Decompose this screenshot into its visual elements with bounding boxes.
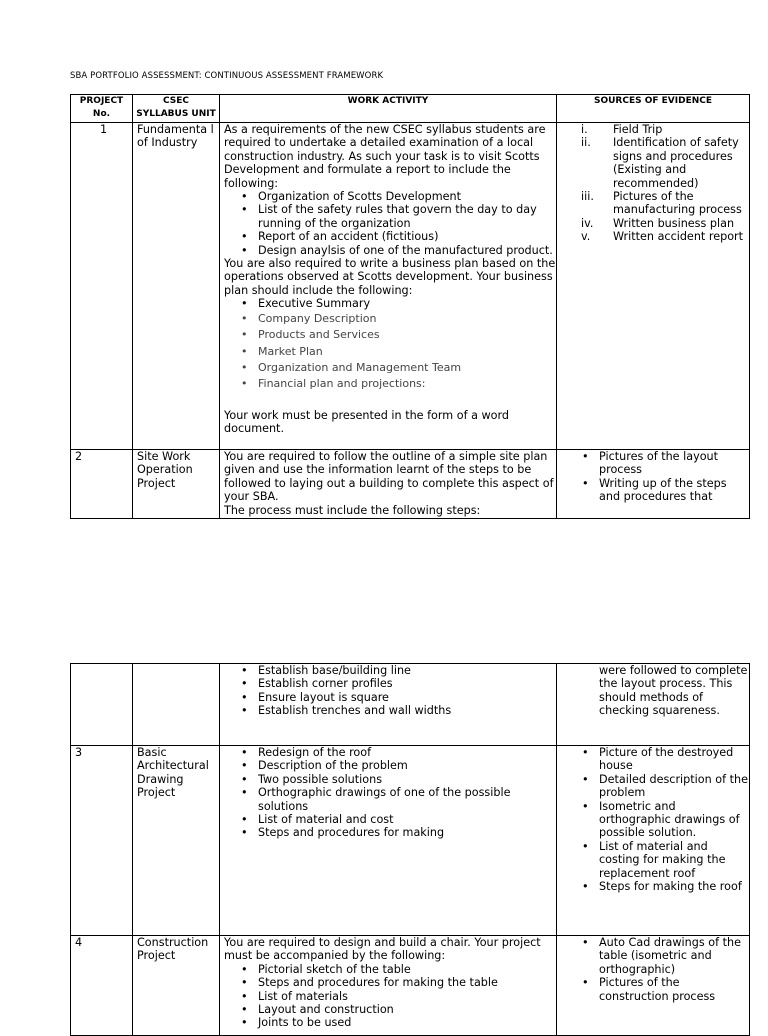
evidence-item bbox=[581, 216, 749, 230]
list-item: • Description of the problem bbox=[258, 759, 556, 772]
activity-list bbox=[224, 746, 556, 840]
activity-intro: As a requirements of the new CSEC syllabus students are required to undertake a detailed examination of a local construction industry. As such your task is to visit Scotts Development and formulate a report to include the following: bbox=[224, 123, 546, 190]
project-number: 1 bbox=[71, 123, 133, 450]
list-item: • Establish trenches and wall widths bbox=[258, 704, 556, 717]
evidence-text: Written business plan bbox=[613, 216, 735, 230]
header-project-line2: No. bbox=[92, 108, 111, 119]
list-item: • Products and Services bbox=[258, 327, 556, 343]
activity-intro: You are required to follow the outline of a simple site plan given and use the information learnt of the steps to be followed to laying out a building to complete this aspect of your SBA. bbox=[224, 450, 554, 504]
evidence-text: Field Trip bbox=[613, 123, 663, 136]
list-item: • Report of an accident (fictitious) bbox=[258, 230, 556, 243]
table-row-project-2-continued bbox=[71, 664, 750, 746]
evidence-item: • Pictures of the construction process bbox=[599, 976, 749, 1003]
list-item: • Company Description bbox=[258, 311, 556, 327]
syllabus-unit: Fundamenta l of Industry bbox=[133, 123, 220, 450]
activity-intro: You are required to design and build a chair. Your project must be accompanied by the following: bbox=[224, 936, 541, 963]
assessment-table bbox=[70, 94, 750, 519]
evidence-item: • List of material and costing for making the replacement roof bbox=[599, 840, 749, 880]
list-item: • Joints to be used bbox=[258, 1016, 556, 1029]
list-item: • Redesign of the roof bbox=[258, 746, 556, 759]
list-item: • List of the safety rules that govern the day to day running of the organization bbox=[258, 203, 556, 230]
list-item: • Market Plan bbox=[258, 344, 556, 360]
evidence-list bbox=[561, 936, 749, 1003]
sources-of-evidence bbox=[557, 936, 750, 1036]
evidence-item bbox=[581, 190, 749, 217]
table-row-project-4 bbox=[71, 936, 750, 1036]
evidence-item: • Picture of the destroyed house bbox=[599, 746, 749, 773]
evidence-item: • Auto Cad drawings of the table (isometric and orthographic) bbox=[599, 936, 749, 976]
table-row-project-3 bbox=[71, 746, 750, 936]
item-numeral: iii. bbox=[581, 190, 594, 204]
sources-of-evidence bbox=[557, 664, 750, 746]
steps-list bbox=[224, 664, 556, 718]
business-plan-intro: You are also required to write a business plan based on the operations observed at Scotts development. Your business plan should include the following: bbox=[224, 257, 556, 297]
list-item: • Layout and construction bbox=[258, 1003, 556, 1016]
sources-of-evidence bbox=[557, 450, 750, 519]
header-evidence: SOURCES OF EVIDENCE bbox=[557, 95, 750, 123]
list-item: • Organization and Management Team bbox=[258, 360, 556, 376]
work-activity bbox=[220, 123, 557, 450]
evidence-item bbox=[581, 123, 749, 136]
evidence-item: • Detailed description of the problem bbox=[599, 773, 749, 800]
business-plan-list bbox=[224, 297, 556, 392]
evidence-list bbox=[561, 746, 749, 893]
work-activity bbox=[220, 936, 557, 1036]
evidence-text: Written accident report bbox=[613, 230, 744, 244]
list-item: • Pictorial sketch of the table bbox=[258, 963, 556, 976]
item-numeral: ii. bbox=[581, 136, 591, 150]
evidence-item: • Isometric and orthographic drawings of possible solution. bbox=[599, 800, 749, 840]
sources-of-evidence bbox=[557, 746, 750, 936]
report-list bbox=[224, 190, 556, 257]
evidence-list bbox=[561, 450, 749, 504]
evidence-text: Identification of safety signs and procedures (Existing and recommended) bbox=[613, 136, 739, 190]
list-item: • Steps and procedures for making bbox=[258, 826, 556, 839]
project-number: 3 bbox=[71, 746, 133, 936]
list-item: • Executive Summary bbox=[258, 297, 556, 310]
header-project bbox=[71, 95, 133, 123]
list-item: • Design anaylsis of one of the manufactured product. bbox=[258, 244, 556, 257]
evidence-item: • Pictures of the layout process bbox=[599, 450, 749, 477]
syllabus-unit: Site Work Operation Project bbox=[133, 450, 220, 519]
list-item: • List of material and cost bbox=[258, 813, 556, 826]
work-activity bbox=[220, 664, 557, 746]
project-number: 4 bbox=[71, 936, 133, 1036]
list-item: • Ensure layout is square bbox=[258, 691, 556, 704]
closing-note: Your work must be presented in the form of a word document. bbox=[224, 408, 509, 436]
evidence-item: • Steps for making the roof bbox=[599, 880, 749, 893]
header-unit-line1: CSEC bbox=[162, 96, 189, 106]
evidence-text: Pictures of the manufacturing process bbox=[613, 190, 742, 217]
activity-list bbox=[224, 963, 556, 1030]
list-item: • Financial plan and projections: bbox=[258, 376, 556, 392]
item-numeral: iv. bbox=[581, 216, 594, 230]
item-numeral: i. bbox=[581, 123, 588, 136]
list-item: • List of materials bbox=[258, 990, 556, 1003]
steps-intro: The process must include the following steps: bbox=[224, 503, 481, 517]
header-row bbox=[71, 95, 750, 123]
sources-of-evidence bbox=[557, 123, 750, 450]
list-item: • Steps and procedures for making the table bbox=[258, 976, 556, 989]
list-item: • Organization of Scotts Development bbox=[258, 190, 556, 203]
header-unit-line2: SYLLABUS UNIT bbox=[136, 108, 216, 119]
list-item: • Establish corner profiles bbox=[258, 677, 556, 690]
work-activity bbox=[220, 746, 557, 936]
header-unit bbox=[133, 95, 220, 123]
table-row-project-2 bbox=[71, 450, 750, 519]
header-project-line1: PROJECT bbox=[79, 96, 124, 106]
project-number: 2 bbox=[71, 450, 133, 519]
evidence-item bbox=[581, 136, 749, 190]
item-numeral: v. bbox=[581, 230, 591, 244]
work-activity bbox=[220, 450, 557, 519]
evidence-list bbox=[561, 123, 749, 244]
list-item: • Orthographic drawings of one of the possible solutions bbox=[258, 786, 556, 813]
assessment-table-continued bbox=[70, 663, 750, 1036]
evidence-item bbox=[581, 230, 749, 244]
evidence-continued: were followed to complete the layout process. This should methods of checking squareness. bbox=[599, 664, 748, 718]
syllabus-unit: Basic Architectural Drawing Project bbox=[133, 746, 220, 936]
syllabus-unit: Construction Project bbox=[133, 936, 220, 1036]
page-title: SBA PORTFOLIO ASSESSMENT: CONTINUOUS ASSESSMENT FRAMEWORK bbox=[70, 71, 384, 81]
evidence-item: • Writing up of the steps and procedures that bbox=[599, 477, 749, 504]
header-activity: WORK ACTIVITY bbox=[220, 95, 557, 123]
list-item: • Establish base/building line bbox=[258, 664, 556, 677]
table-row-project-1 bbox=[71, 123, 750, 450]
list-item: • Two possible solutions bbox=[258, 773, 556, 786]
